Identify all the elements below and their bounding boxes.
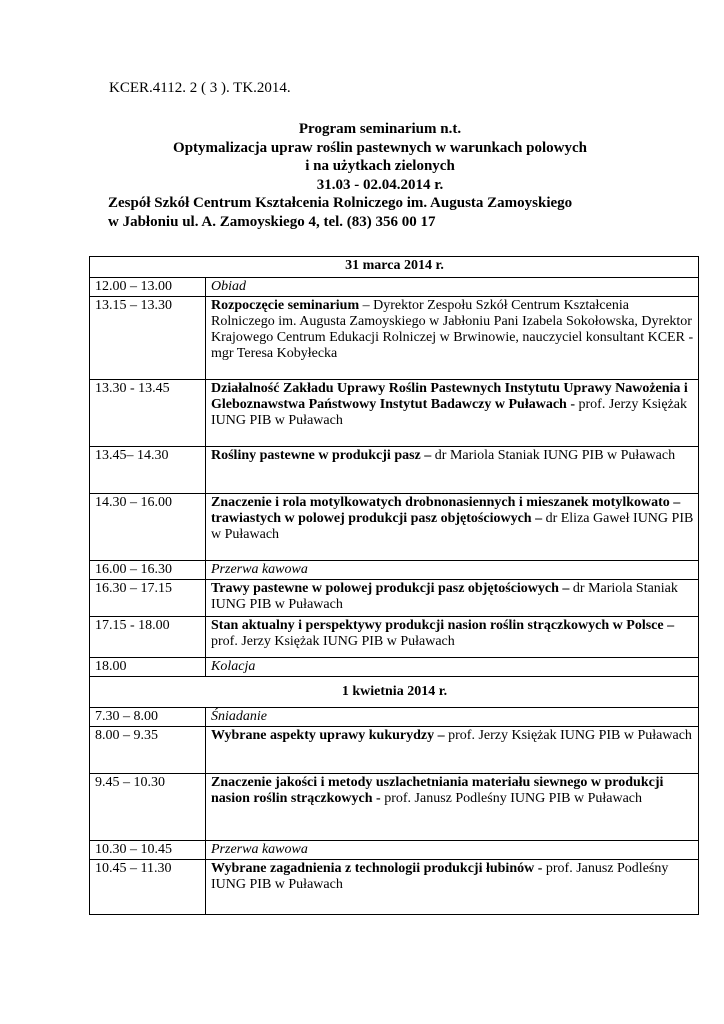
table-row	[90, 494, 699, 561]
event-title: Działalność Zakładu Uprawy Roślin Pastewnych Instytutu Uprawy Nawożenia i Gleboznawstwa Państwowy Instytut Badawczy w Puławach -	[211, 381, 688, 412]
event-cell	[206, 278, 699, 297]
day1-date: 31 marca 2014 r.	[90, 257, 699, 278]
time-cell: 13.30 - 13.45	[90, 380, 206, 447]
time-cell: 7.30 – 8.00	[90, 708, 206, 727]
day-header-row	[90, 677, 699, 708]
time-cell: 10.30 – 10.45	[90, 841, 206, 860]
table-row	[90, 860, 699, 915]
table-row	[90, 380, 699, 447]
time-cell: 18.00	[90, 658, 206, 677]
event-title: Stan aktualny i perspektywy produkcji nasion roślin strączkowych w Polsce –	[211, 618, 675, 633]
break-label: Przerwa kawowa	[211, 842, 308, 857]
heading-address: w Jabłoniu ul. A. Zamoyskiego 4, tel. (83) 356 00 17	[108, 213, 436, 230]
event-title: Trawy pastewne w polowej produkcji pasz objętościowych –	[211, 581, 570, 596]
time-cell: 10.45 – 11.30	[90, 860, 206, 915]
table-row	[90, 727, 699, 774]
time-cell: 8.00 – 9.35	[90, 727, 206, 774]
event-title: Rozpoczęcie seminarium	[211, 298, 360, 313]
event-speaker: prof. Janusz Podleśny IUNG PIB w Puławach	[211, 861, 669, 892]
heading-dates: 31.03 - 02.04.2014 r.	[316, 176, 444, 193]
event-cell	[206, 617, 699, 658]
table-row	[90, 561, 699, 580]
event-speaker: prof. Jerzy Księżak IUNG PIB w Puławach	[211, 397, 687, 428]
break-label: Kolacja	[211, 659, 256, 674]
table-row	[90, 580, 699, 617]
event-speaker: prof. Jerzy Księżak IUNG PIB w Puławach	[444, 728, 692, 743]
event-cell	[206, 658, 699, 677]
event-speaker: dr Eliza Gaweł IUNG PIB w Puławach	[211, 511, 694, 542]
heading-topic-cont: i na użytkach zielonych	[305, 158, 455, 174]
event-title: Rośliny pastewne w produkcji pasz –	[211, 448, 432, 463]
break-label: Przerwa kawowa	[211, 562, 308, 577]
event-speaker: – Dyrektor Zespołu Szkół Centrum Kształcenia Rolniczego im. Augusta Zamoyskiego w Jabłoniu Pani Izabela Sokołowska, Dyrektor Krajowego Centrum Edukacji Rolniczej w Brwinowie, nauczyciel konsultant KCER - mgr Teresa Kobyłecka	[211, 298, 694, 361]
event-cell	[206, 447, 699, 494]
table-row	[90, 447, 699, 494]
document-reference: KCER.4112. 2 ( 3 ). TK.2014.	[109, 80, 291, 96]
event-speaker: prof. Jerzy Księżak IUNG PIB w Puławach	[211, 634, 455, 649]
table-row	[90, 774, 699, 841]
event-cell	[206, 774, 699, 841]
break-label: Obiad	[211, 279, 246, 294]
event-title: Wybrane zagadnienia z technologii produkcji łubinów -	[211, 861, 543, 876]
event-cell	[206, 380, 699, 447]
event-cell	[206, 841, 699, 860]
event-speaker: dr Mariola Staniak IUNG PIB w Puławach	[211, 581, 678, 612]
event-title: Znaczenie jakości i metody uszlachetniania materiału siewnego w produkcji nasion roślin strączkowych -	[211, 775, 664, 806]
heading-program: Program seminarium n.t.	[298, 121, 462, 137]
time-cell: 16.30 – 17.15	[90, 580, 206, 617]
table-row	[90, 617, 699, 658]
time-cell: 9.45 – 10.30	[90, 774, 206, 841]
event-speaker: dr Mariola Staniak IUNG PIB w Puławach	[431, 448, 676, 463]
table-row	[90, 278, 699, 297]
event-cell	[206, 297, 699, 380]
seminar-heading	[100, 120, 660, 231]
table-row	[90, 708, 699, 727]
heading-venue: Zespół Szkół Centrum Kształcenia Rolniczego im. Augusta Zamoyskiego	[108, 195, 573, 211]
table-row	[90, 841, 699, 860]
event-title: Znaczenie i rola motylkowatych drobnonasiennych i mieszanek motylkowato – trawiastych w polowej produkcji pasz objętościowych –	[211, 495, 681, 526]
event-speaker: prof. Janusz Podleśny IUNG PIB w Puławach	[380, 791, 643, 806]
time-cell: 13.45– 14.30	[90, 447, 206, 494]
event-cell	[206, 561, 699, 580]
program-table	[89, 256, 699, 915]
day-header-row	[90, 257, 699, 278]
day2-date: 1 kwietnia 2014 r.	[90, 677, 699, 708]
event-cell	[206, 727, 699, 774]
event-cell	[206, 494, 699, 561]
event-cell	[206, 860, 699, 915]
table-row	[90, 658, 699, 677]
time-cell: 17.15 - 18.00	[90, 617, 206, 658]
time-cell: 16.00 – 16.30	[90, 561, 206, 580]
event-title: Wybrane aspekty uprawy kukurydzy –	[211, 728, 445, 743]
event-cell	[206, 708, 699, 727]
time-cell: 14.30 – 16.00	[90, 494, 206, 561]
time-cell: 13.15 – 13.30	[90, 297, 206, 380]
table-row	[90, 297, 699, 380]
heading-topic: Optymalizacja upraw roślin pastewnych w warunkach polowych	[173, 139, 587, 156]
break-label: Śniadanie	[211, 709, 267, 724]
time-cell: 12.00 – 13.00	[90, 278, 206, 297]
event-cell	[206, 580, 699, 617]
